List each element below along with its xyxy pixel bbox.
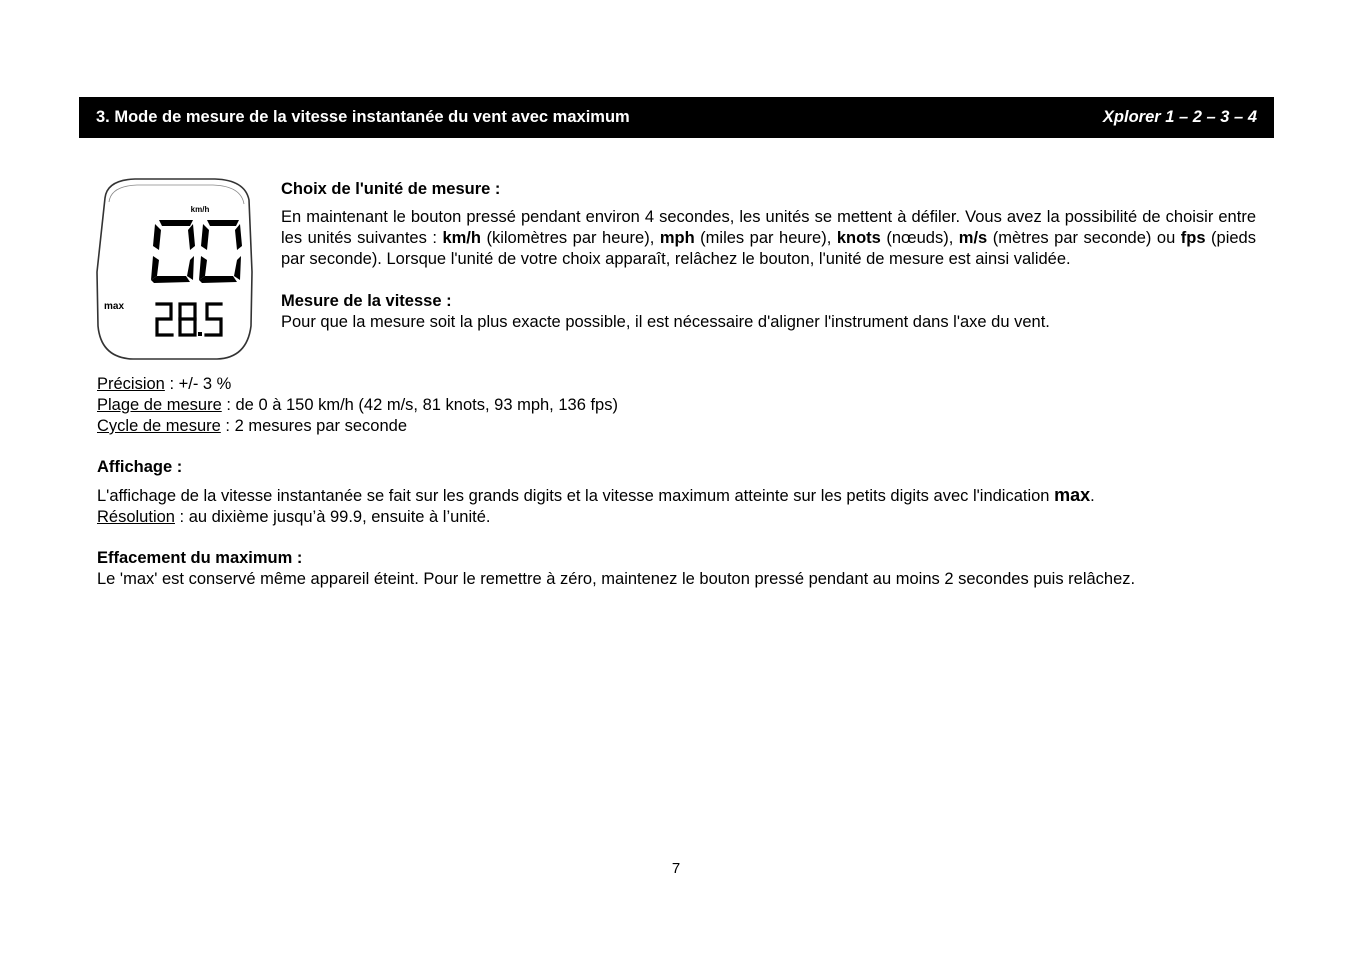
spec-value: : +/- 3 %	[164, 375, 232, 393]
unit-ms: m/s	[958, 229, 988, 247]
speed-measure-text: Pour que la mesure soit la plus exacte possible, il est nécessaire d'aligner l'instrument dans l'axe du vent.	[281, 313, 1050, 331]
device-display-illustration	[95, 176, 255, 362]
spec-label: Plage de mesure	[97, 396, 222, 414]
unit-kmh: km/h	[442, 229, 481, 247]
unit-choice-heading: Choix de l'unité de mesure :	[281, 180, 501, 198]
unit-fps: fps	[1180, 229, 1206, 247]
text-span: (pieds par seconde). Lorsque l'unité de votre choix apparaît, relâchez le bouton, l'unité de mesure est ainsi validée.	[281, 229, 1256, 268]
model-name: Xplorer 1 – 2 – 3 – 4	[1102, 108, 1257, 126]
max-word: max	[1054, 485, 1091, 505]
erase-text: Le 'max' est conservé même appareil éteint. Pour le remettre à zéro, maintenez le bouton pressé pendant au moins 2 secondes puis relâchez.	[97, 570, 1136, 588]
page-number: 7	[671, 860, 681, 877]
unit-choice-text	[281, 207, 1256, 270]
intro-block	[281, 179, 1256, 333]
text-span: (kilomètres par heure),	[480, 229, 660, 247]
spec-value: : de 0 à 150 km/h (42 m/s, 81 knots, 93 mph, 136 fps)	[221, 396, 618, 414]
text-span: .	[1090, 487, 1095, 505]
spec-label: Précision	[97, 375, 165, 393]
text-span: (mètres par seconde) ou	[987, 229, 1181, 247]
text-span: (nœuds),	[880, 229, 959, 247]
display-heading: Affichage :	[97, 458, 183, 476]
unit-label: km/h	[190, 205, 210, 214]
spec-range	[97, 395, 618, 416]
spec-value: : au dixième jusqu’à 99.9, ensuite à l’unité.	[174, 508, 491, 526]
max-label: max	[104, 301, 125, 312]
speed-measure-heading: Mesure de la vitesse :	[281, 292, 452, 310]
specs-list	[97, 374, 618, 437]
spec-label: Cycle de mesure	[97, 417, 221, 435]
text-span: (miles par heure),	[694, 229, 837, 247]
spec-value: : 2 mesures par seconde	[220, 417, 407, 435]
spec-precision	[97, 374, 618, 395]
section-header-bar	[79, 97, 1274, 138]
section-title: 3. Mode de mesure de la vitesse instantanée du vent avec maximum	[96, 108, 630, 126]
text-span: En maintenant le bouton pressé pendant environ 4 secondes, les unités se mettent à défiler. Vous avez la possibilité de choisir entre les unités suivantes :	[281, 208, 1256, 247]
unit-knots: knots	[836, 229, 881, 247]
resolution-text	[97, 507, 1257, 528]
erase-heading: Effacement du maximum :	[97, 549, 303, 567]
spec-label: Résolution	[97, 508, 175, 526]
text-span: L'affichage de la vitesse instantanée se fait sur les grands digits et la vitesse maximum atteinte sur les petits digits avec l'indication	[97, 487, 1055, 505]
unit-mph: mph	[659, 229, 695, 247]
lcd-screen-image	[95, 176, 255, 362]
display-section	[97, 457, 1257, 528]
erase-section	[97, 548, 1257, 590]
display-text	[97, 485, 1257, 507]
spec-cycle	[97, 416, 618, 437]
